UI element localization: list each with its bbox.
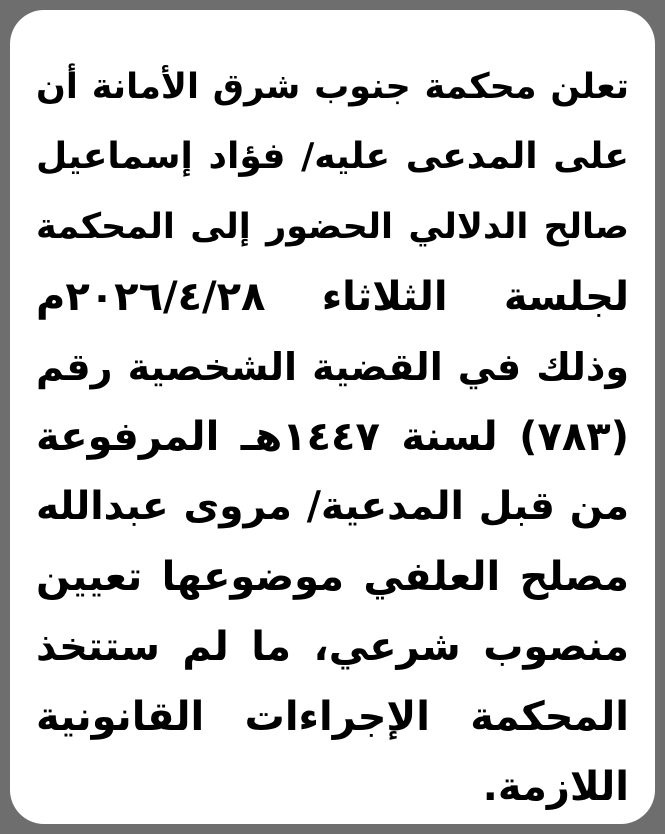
notice-line-4: لجلسة الثلاثاء ٢٠٢٦/٤/٢٨م [36, 274, 629, 320]
notice-line-1: تعلن محكمة جنوب شرق الأمانة أن [36, 67, 629, 107]
notice-text [36, 52, 629, 822]
notice-line-7: من قبل المدعية/ مروى عبدالله [36, 484, 629, 529]
notice-line-8: مصلح العلفي موضوعها تعيين [36, 554, 629, 600]
court-notice-card [10, 10, 655, 824]
notice-line-6: (٧٨٣) لسنة ١٤٤٧هـ المرفوعة [36, 414, 629, 460]
notice-line-5: وذلك في القضية الشخصية رقم [36, 345, 629, 389]
notice-line-2: على المدعى عليه/ فؤاد إسماعيل [36, 136, 629, 177]
notice-line-9: منصوب شرعي، ما لم ستتخذ [36, 624, 629, 670]
notice-line-10: المحكمة الإجراءات القانونية [36, 694, 629, 740]
notice-line-11: اللازمة. [482, 764, 629, 810]
notice-line-3: صالح الدلالي الحضور إلى المحكمة [36, 207, 629, 247]
